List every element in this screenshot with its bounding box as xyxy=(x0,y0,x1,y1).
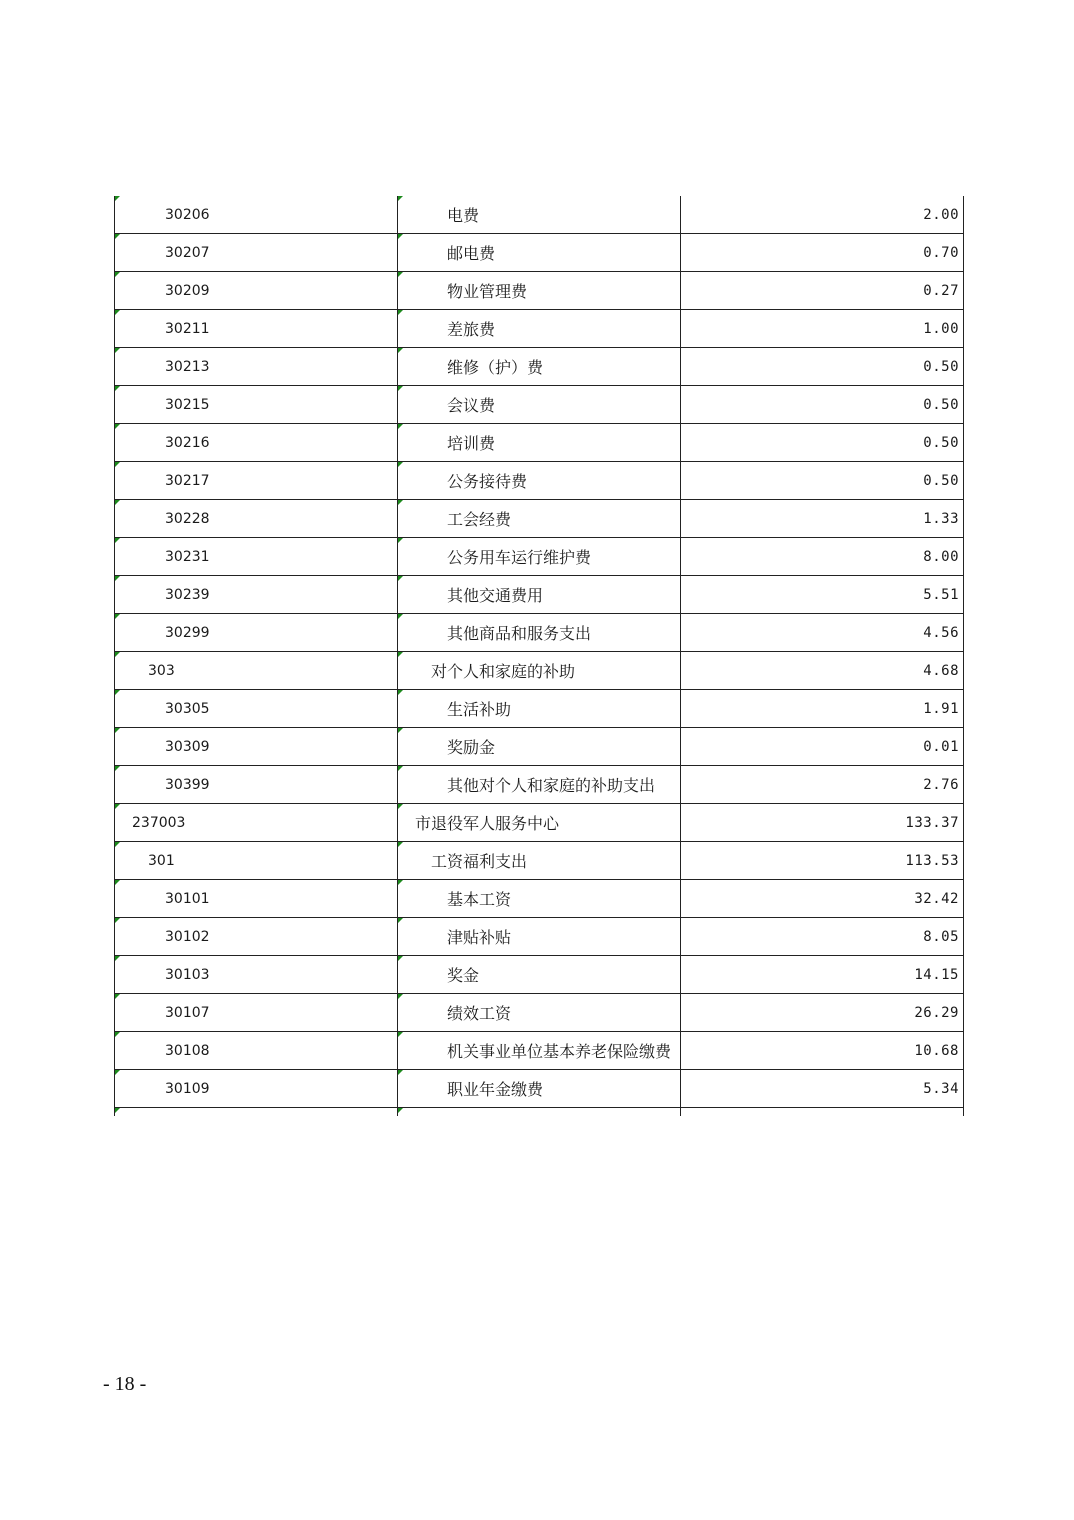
cell-marker-icon xyxy=(115,842,120,847)
cell-marker-icon xyxy=(115,652,120,657)
cell-marker-icon xyxy=(115,462,120,467)
account-name-cell: 工资福利支出 xyxy=(397,842,680,879)
table-row xyxy=(114,956,963,994)
amount-cell: 1.00 xyxy=(680,310,963,347)
account-name-cell: 市退役军人服务中心 xyxy=(397,804,680,841)
table-row xyxy=(114,652,963,690)
table-row xyxy=(114,690,963,728)
cell-marker-icon xyxy=(398,424,403,429)
cell-marker-icon xyxy=(115,804,120,809)
account-code-cell: 30239 xyxy=(114,576,397,613)
page-number: - 18 - xyxy=(103,1373,147,1395)
account-code-cell: 30215 xyxy=(114,386,397,423)
account-name-cell: 公务用车运行维护费 xyxy=(397,538,680,575)
cell-marker-icon xyxy=(398,880,403,885)
cell-marker-icon xyxy=(115,728,120,733)
cell-marker-icon xyxy=(398,842,403,847)
empty-cell xyxy=(114,1108,397,1116)
cell-marker-icon xyxy=(115,386,120,391)
table-row xyxy=(114,804,963,842)
account-code-cell: 30107 xyxy=(114,994,397,1031)
table-row xyxy=(114,424,963,462)
account-name-cell: 其他交通费用 xyxy=(397,576,680,613)
account-name-cell: 维修（护）费 xyxy=(397,348,680,385)
cell-marker-icon xyxy=(398,652,403,657)
table-row xyxy=(114,1070,963,1108)
account-code-cell: 30299 xyxy=(114,614,397,651)
account-name-cell: 对个人和家庭的补助 xyxy=(397,652,680,689)
cell-marker-icon xyxy=(398,1070,403,1075)
cell-marker-icon xyxy=(115,196,120,201)
table-row xyxy=(114,576,963,614)
cell-marker-icon xyxy=(115,424,120,429)
cell-marker-icon xyxy=(115,310,120,315)
account-code-cell: 30216 xyxy=(114,424,397,461)
table-row xyxy=(114,310,963,348)
cell-marker-icon xyxy=(115,766,120,771)
amount-cell: 113.53 xyxy=(680,842,963,879)
cell-marker-icon xyxy=(115,1108,120,1113)
account-code-cell: 30109 xyxy=(114,1070,397,1107)
table-row xyxy=(114,918,963,956)
account-code-cell: 30211 xyxy=(114,310,397,347)
empty-cell xyxy=(680,1108,963,1116)
table-row xyxy=(114,462,963,500)
account-code-cell: 30207 xyxy=(114,234,397,271)
table-row xyxy=(114,386,963,424)
account-name-cell: 其他对个人和家庭的补助支出 xyxy=(397,766,680,803)
amount-cell: 8.00 xyxy=(680,538,963,575)
cell-marker-icon xyxy=(115,538,120,543)
amount-cell: 0.50 xyxy=(680,348,963,385)
cell-marker-icon xyxy=(398,196,403,201)
cell-marker-icon xyxy=(398,956,403,961)
account-code-cell: 30228 xyxy=(114,500,397,537)
account-code-cell: 30209 xyxy=(114,272,397,309)
cell-marker-icon xyxy=(115,1032,120,1037)
amount-cell: 1.33 xyxy=(680,500,963,537)
table-row xyxy=(114,766,963,804)
amount-cell: 1.91 xyxy=(680,690,963,727)
account-name-cell: 公务接待费 xyxy=(397,462,680,499)
amount-cell: 4.56 xyxy=(680,614,963,651)
cell-marker-icon xyxy=(398,804,403,809)
account-code-cell: 30103 xyxy=(114,956,397,993)
cell-marker-icon xyxy=(115,956,120,961)
amount-cell: 0.01 xyxy=(680,728,963,765)
amount-cell: 5.34 xyxy=(680,1070,963,1107)
account-code-cell: 237003 xyxy=(114,804,397,841)
amount-cell: 14.15 xyxy=(680,956,963,993)
cell-marker-icon xyxy=(398,500,403,505)
table-row xyxy=(114,994,963,1032)
table-row xyxy=(114,272,963,310)
account-name-cell: 奖金 xyxy=(397,956,680,993)
cell-marker-icon xyxy=(398,234,403,239)
account-code-cell: 301 xyxy=(114,842,397,879)
account-name-cell: 会议费 xyxy=(397,386,680,423)
amount-cell: 10.68 xyxy=(680,1032,963,1069)
account-name-cell: 津贴补贴 xyxy=(397,918,680,955)
account-name-cell: 工会经费 xyxy=(397,500,680,537)
table-row xyxy=(114,196,963,234)
account-code-cell: 30206 xyxy=(114,196,397,233)
table-row xyxy=(114,234,963,272)
table-row xyxy=(114,880,963,918)
amount-cell: 5.51 xyxy=(680,576,963,613)
cell-marker-icon xyxy=(398,462,403,467)
cell-marker-icon xyxy=(115,234,120,239)
table-row xyxy=(114,348,963,386)
cell-marker-icon xyxy=(115,918,120,923)
cell-marker-icon xyxy=(398,386,403,391)
amount-cell: 0.70 xyxy=(680,234,963,271)
amount-cell: 26.29 xyxy=(680,994,963,1031)
cell-marker-icon xyxy=(398,538,403,543)
account-name-cell: 机关事业单位基本养老保险缴费 xyxy=(397,1032,680,1069)
amount-cell: 0.50 xyxy=(680,424,963,461)
cell-marker-icon xyxy=(115,272,120,277)
cell-marker-icon xyxy=(398,576,403,581)
account-code-cell: 30213 xyxy=(114,348,397,385)
account-code-cell: 30399 xyxy=(114,766,397,803)
table-row-continuation xyxy=(114,1108,963,1116)
table-row xyxy=(114,614,963,652)
amount-cell: 2.00 xyxy=(680,196,963,233)
amount-cell: 0.27 xyxy=(680,272,963,309)
cell-marker-icon xyxy=(115,1070,120,1075)
cell-marker-icon xyxy=(398,1032,403,1037)
account-code-cell: 30231 xyxy=(114,538,397,575)
cell-marker-icon xyxy=(115,614,120,619)
amount-cell: 0.50 xyxy=(680,462,963,499)
empty-cell xyxy=(397,1108,680,1116)
account-name-cell: 职业年金缴费 xyxy=(397,1070,680,1107)
table-row xyxy=(114,842,963,880)
cell-marker-icon xyxy=(115,880,120,885)
account-name-cell: 其他商品和服务支出 xyxy=(397,614,680,651)
cell-marker-icon xyxy=(398,994,403,999)
account-name-cell: 邮电费 xyxy=(397,234,680,271)
cell-marker-icon xyxy=(398,766,403,771)
cell-marker-icon xyxy=(115,690,120,695)
cell-marker-icon xyxy=(398,614,403,619)
table-row xyxy=(114,728,963,766)
account-code-cell: 30101 xyxy=(114,880,397,917)
amount-cell: 2.76 xyxy=(680,766,963,803)
cell-marker-icon xyxy=(115,576,120,581)
cell-marker-icon xyxy=(398,690,403,695)
account-name-cell: 基本工资 xyxy=(397,880,680,917)
amount-cell: 4.68 xyxy=(680,652,963,689)
account-code-cell: 30305 xyxy=(114,690,397,727)
amount-cell: 8.05 xyxy=(680,918,963,955)
account-name-cell: 物业管理费 xyxy=(397,272,680,309)
cell-marker-icon xyxy=(398,310,403,315)
cell-marker-icon xyxy=(398,918,403,923)
amount-cell: 0.50 xyxy=(680,386,963,423)
account-name-cell: 奖励金 xyxy=(397,728,680,765)
account-name-cell: 培训费 xyxy=(397,424,680,461)
cell-marker-icon xyxy=(398,728,403,733)
cell-marker-icon xyxy=(115,500,120,505)
account-code-cell: 30102 xyxy=(114,918,397,955)
cell-marker-icon xyxy=(398,272,403,277)
table-row xyxy=(114,538,963,576)
account-name-cell: 生活补助 xyxy=(397,690,680,727)
account-name-cell: 绩效工资 xyxy=(397,994,680,1031)
account-name-cell: 差旅费 xyxy=(397,310,680,347)
cell-marker-icon xyxy=(398,348,403,353)
table-row xyxy=(114,1032,963,1070)
account-code-cell: 303 xyxy=(114,652,397,689)
account-code-cell: 30309 xyxy=(114,728,397,765)
expenditure-table xyxy=(114,196,964,1116)
cell-marker-icon xyxy=(398,1108,403,1113)
cell-marker-icon xyxy=(115,348,120,353)
account-code-cell: 30108 xyxy=(114,1032,397,1069)
account-name-cell: 电费 xyxy=(397,196,680,233)
cell-marker-icon xyxy=(115,994,120,999)
account-code-cell: 30217 xyxy=(114,462,397,499)
amount-cell: 32.42 xyxy=(680,880,963,917)
table-row xyxy=(114,500,963,538)
amount-cell: 133.37 xyxy=(680,804,963,841)
